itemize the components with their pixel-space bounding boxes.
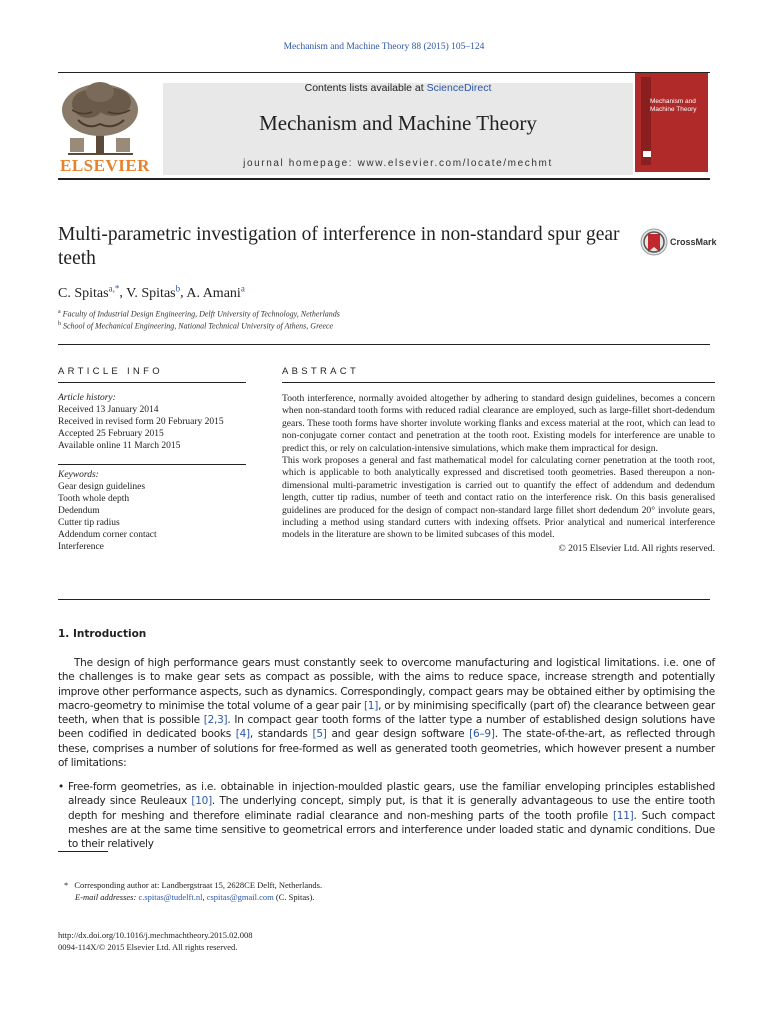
issn-copyright: 0094-114X/© 2015 Elsevier Ltd. All rights reserved. [58,942,238,952]
author-affiliation-mark[interactable]: a,* [108,283,120,293]
affiliation-text: Faculty of Industrial Design Engineering, Delft University of Technology, Netherlands [62,309,340,319]
abstract-rule [282,382,715,383]
citation-link[interactable]: [11] [612,809,634,822]
author-name: A. Amani [186,285,241,301]
keyword: Tooth whole depth [58,494,130,504]
abstract-body [282,393,715,555]
contents-line [163,82,633,94]
keyword: Addendum corner contact [58,530,157,540]
bullet-marker: • [58,781,64,793]
author-2[interactable] [126,283,181,301]
intro-text: The design of high performance gears must constantly seek to overcome manufacturing and logistical limitations. i.e. one of the challenges is to make gear sets as compact as possible, with the aims to reduce space, increase strength and potentially improve other performance aspects, such as dynamics. Correspondingly, compact gears may be obtained either by optimising the macro-geometry to minimise the total volume of a gear pair [58,657,715,712]
article-title: Multi-parametric investigation of interference in non-standard spur gear teeth [58,224,620,269]
footnote-mark: * [64,880,69,890]
contents-prefix: Contents lists available at [304,82,427,94]
keyword: Interference [58,542,104,552]
article-info-rule [58,382,246,383]
journal-reference[interactable]: Mechanism and Machine Theory 88 (2015) 105–124 [283,42,485,52]
keyword: Cutter tip radius [58,518,120,528]
keyword: Gear design guidelines [58,482,146,492]
article-info-heading: ARTICLE INFO [58,366,163,377]
homepage-prefix: journal homepage: [243,158,358,169]
keyword: Dedendum [58,506,100,516]
affiliation-text: School of Mechanical Engineering, National Technical University of Athens, Greece [63,321,334,331]
author-affiliation-mark[interactable]: a [240,283,245,293]
bullet-text: Free-form geometries, as i.e. obtainable in injection-moulded plastic gears, use the familiar enveloping principles established already since Reuleaux [68,781,715,808]
article-history [58,392,258,452]
author-name: V. Spitas [126,285,176,301]
history-label: Article history: [58,393,116,403]
bullet-text: . Such compact meshes are at the same time sensitive to geometrical errors and interference under loaded static and dynamic conditions. Due to their relatively [68,809,715,851]
footnote-email [75,891,314,903]
journal-title: Mechanism and Machine Theory [259,111,537,135]
section-heading-introduction: 1. Introduction [58,628,147,640]
history-revised: Received in revised form 20 February 2015 [58,417,224,427]
bullet-list-item [58,780,715,851]
intro-text: . The state-of-the-art, as reflected through these, comprises a number of solutions for free-formed as well as generated tooth geometries, which however present a number of limitations: [58,728,715,770]
intro-text: and gear design software [326,728,470,741]
keywords-label: Keywords: [58,470,99,480]
corresponding-author-text: Corresponding author at: Landbergstraat 15, 2628CE Delft, Netherlands. [74,880,323,890]
intro-text: , standards [249,728,313,741]
affiliation-a [58,309,340,319]
footnote-rule [58,851,108,852]
citation-link[interactable]: [10] [191,795,212,808]
email-separator: , [202,892,207,902]
footnote-corresponding [64,879,322,891]
bullet-text: . The underlying concept, simply put, is that it is generally advantageous to use the entire tooth depth for meshing and therefore eliminate radial clearance and non-meshing parts of the tooth profile [68,795,716,822]
journal-cover-image [635,73,708,172]
intro-text: , or by minimising specifically (part of) the clearance between gear teeth, when that is possible [58,699,715,727]
abstract-copyright: © 2015 Elsevier Ltd. All rights reserved. [558,542,715,554]
author-1[interactable] [58,283,120,301]
affiliation-mark: a [58,309,61,315]
intro-text: . In compact gear tooth forms of the latter type a number of established design solutions have been codified in dedicated books [58,714,715,741]
author-list [58,283,245,302]
homepage-url[interactable]: www.elsevier.com/locate/mechmt [357,158,553,169]
citation-link[interactable]: [4] [235,728,250,741]
introduction-paragraph [58,656,715,770]
sciencedirect-link[interactable]: ScienceDirect [426,82,492,94]
email-link-2[interactable]: cspitas@gmail.com [206,892,274,902]
elsevier-tree-logo [58,80,143,158]
author-separator: , [119,285,127,301]
abstract-heading: ABSTRACT [282,366,360,377]
affiliation-b [58,321,333,331]
author-separator: , [180,285,187,301]
keywords [58,469,258,553]
header-bottom-rule [58,178,710,180]
keywords-rule [58,464,246,465]
email-suffix: (C. Spitas). [273,892,315,902]
citation-link[interactable]: [1] [363,699,379,712]
author-3[interactable] [186,283,245,301]
header-top-rule [58,72,710,73]
citation-link[interactable]: [5] [312,728,327,741]
author-affiliation-mark[interactable]: b [175,283,181,293]
journal-cover-title: Mechanism and Machine Theory [650,98,697,113]
elsevier-wordmark: ELSEVIER [60,156,150,175]
journal-homepage [163,158,633,169]
affiliation-rule [58,344,710,345]
citation-link[interactable]: [6–9] [469,728,495,741]
crossmark-icon[interactable] [640,228,668,256]
email-label: E-mail addresses: [75,892,139,902]
citation-link[interactable]: [2,3] [203,714,228,727]
doi-link[interactable]: http://dx.doi.org/10.1016/j.mechmachtheory.2015.02.008 [58,930,253,940]
author-name: C. Spitas [58,285,109,301]
history-online: Available online 11 March 2015 [58,441,181,451]
history-received: Received 13 January 2014 [58,405,159,415]
crossmark-label[interactable]: CrossMark [670,237,717,247]
affiliation-mark: b [58,321,61,327]
history-accepted: Accepted 25 February 2015 [58,429,164,439]
email-link-1[interactable]: c.spitas@tudelft.nl [138,892,203,902]
abstract-paragraph-1: Tooth interference, normally avoided altogether by adhering to standard design guidelines, becomes a concern when non-standard tooth forms with reduced radial clearance are employed, such as large-fillet short-dedendum gears. These tooth forms have shorter involute working flanks and excess material at the root, which can lead to non-conjugate corner contact and penetration at the tooth root. Existing models for interference are unable to predict this, or rely on calculation-intensive simulations, which make them impractical for design. [282,393,715,454]
abstract-bottom-rule [58,599,710,600]
abstract-paragraph-2: This work proposes a general and fast mathematical model for calculating corner penetration at the tooth root, which is applicable to both analytically expressed and discretised tooth geometries. Based thereupon a non-dimensional multi-parametric investigation is carried out to quantify the effect of addendum and dedendum length, cutter tip radius, number of teeth and contact ratio on the interference risk. On this basis generalised guidelines are produced for the design of compact non-standard large fillet short dedendum 20° involute gears, including a method using standard cutters with indexing offsets. Prior analytical and numerical interference models in the literature are shown to be limited subcases of this model. [282,455,715,541]
